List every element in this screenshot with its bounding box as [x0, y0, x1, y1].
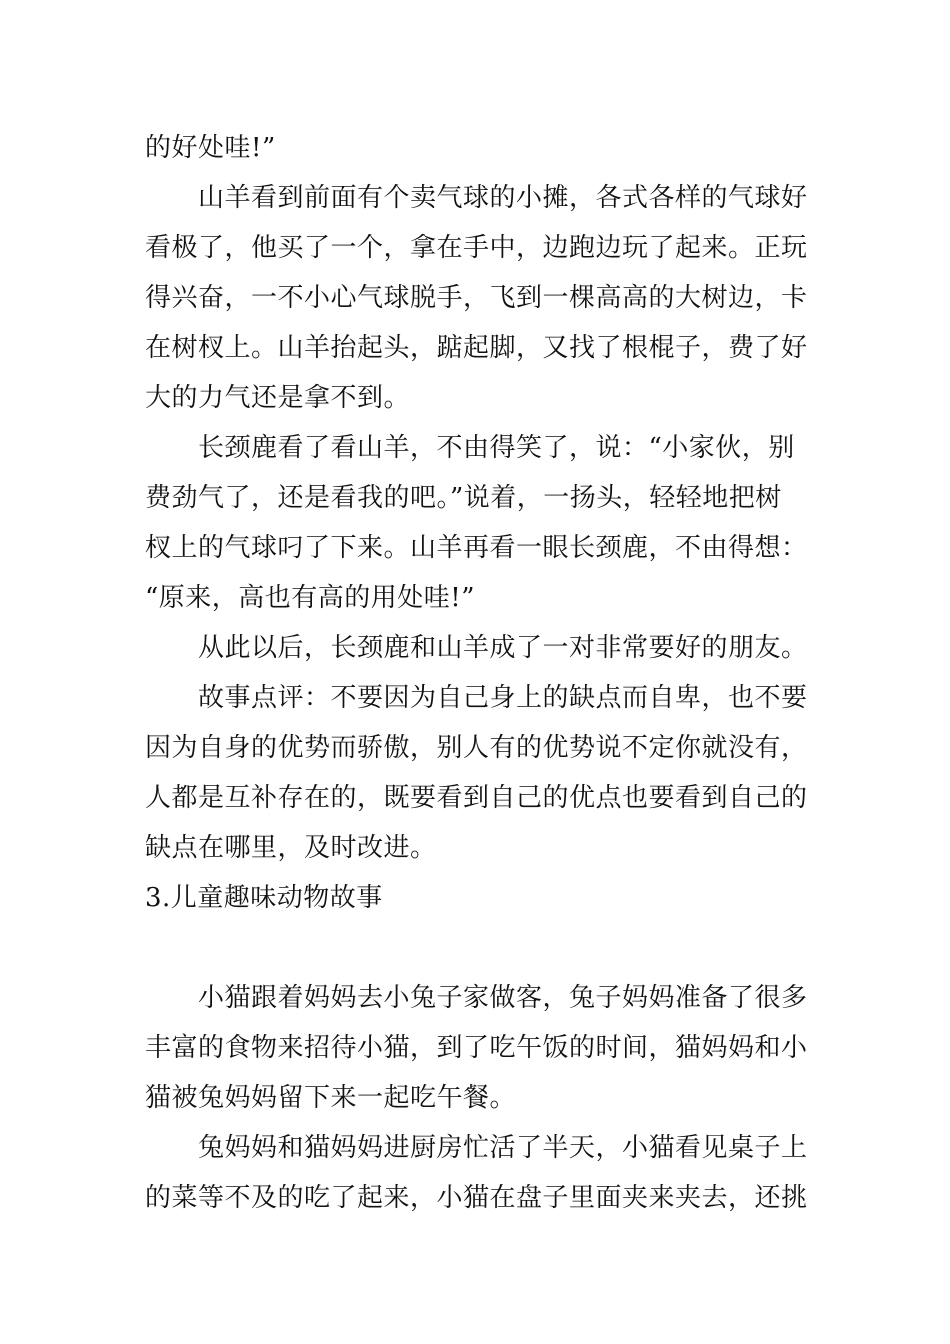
text-line: 因为自身的优势而骄傲，别人有的优势说不定你就没有，: [145, 733, 808, 763]
text-line: 丰富的食物来招待小猫，到了吃午饭的时间，猫妈妈和小: [145, 1033, 808, 1063]
text-line: 的好处哇!”: [145, 133, 276, 163]
paragraph-start-line: 小猫跟着妈妈去小兔子家做客，兔子妈妈准备了很多: [198, 983, 808, 1013]
text-line: 缺点在哪里，及时改进。: [145, 833, 437, 863]
text-line: 得兴奋，一不小心气球脱手，飞到一棵高高的大树边，卡: [145, 283, 808, 313]
text-line: 费劲气了，还是看我的吧。”说着，一扬头，轻轻地把树: [145, 483, 782, 513]
text-line: 人都是互补存在的，既要看到自己的优点也要看到自己的: [145, 783, 808, 813]
paragraph-start-line: 长颈鹿看了看山羊，不由得笑了，说：“小家伙，别: [198, 433, 795, 463]
text-line: “原来，高也有高的用处哇!”: [145, 583, 476, 613]
text-line: 猫被兔妈妈留下来一起吃午餐。: [145, 1083, 517, 1113]
text-line: 的菜等不及的吃了起来，小猫在盘子里面夹来夹去，还挑: [145, 1183, 808, 1213]
section-heading: 3.儿童趣味动物故事: [145, 883, 383, 913]
paragraph-start-line: 山羊看到前面有个卖气球的小摊，各式各样的气球好: [198, 183, 808, 213]
text-line: 看极了，他买了一个，拿在手中，边跑边玩了起来。正玩: [145, 233, 808, 263]
text-line: 大的力气还是拿不到。: [145, 383, 411, 413]
paragraph-start-line: 兔妈妈和猫妈妈进厨房忙活了半天，小猫看见桌子上: [198, 1133, 808, 1163]
paragraph-start-line: 从此以后，长颈鹿和山羊成了一对非常要好的朋友。: [198, 633, 808, 663]
text-line: 在树杈上。山羊抬起头，踮起脚，又找了根棍子，费了好: [145, 333, 808, 363]
paragraph-start-line: 故事点评：不要因为自己身上的缺点而自卑，也不要: [198, 683, 808, 713]
text-line: 杈上的气球叼了下来。山羊再看一眼长颈鹿，不由得想：: [145, 533, 808, 563]
